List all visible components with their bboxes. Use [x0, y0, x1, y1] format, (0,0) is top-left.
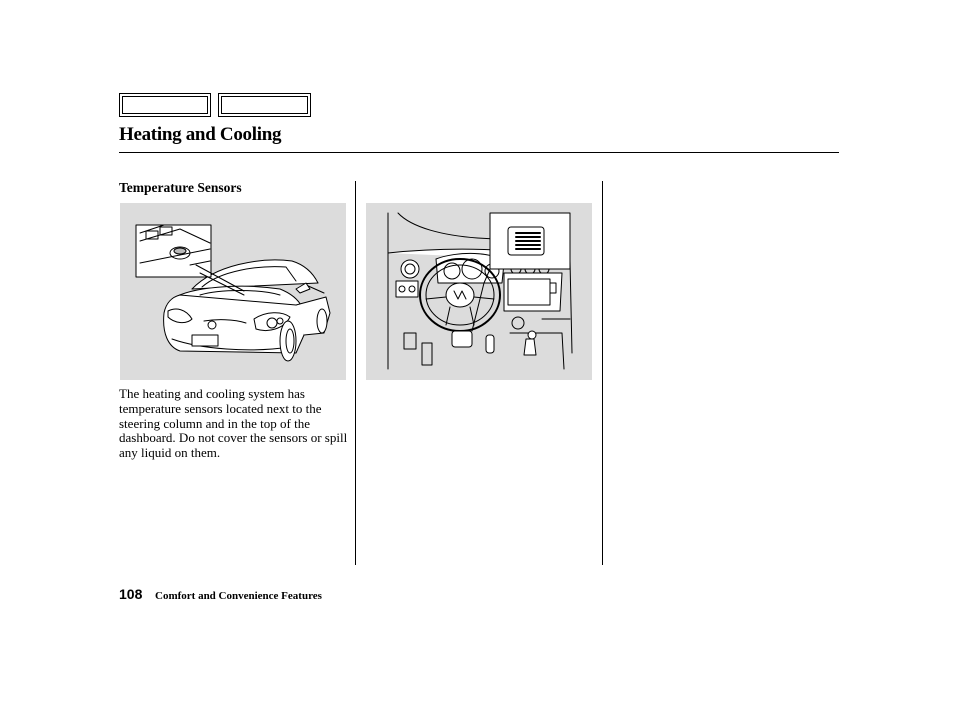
page-title: Heating and Cooling: [119, 124, 282, 145]
column-divider-right: [602, 181, 603, 565]
previous-page-button[interactable]: [119, 93, 211, 117]
dashboard-interior-illustration: [366, 203, 592, 380]
body-paragraph: The heating and cooling system has temperature sensors located next to the steering column and in the top of the dashboard. Do not cover the sensors or spill any liquid on them.: [119, 386, 348, 461]
next-page-button-frame: [221, 96, 308, 114]
column-divider-left: [355, 181, 356, 565]
previous-page-button-frame: [122, 96, 208, 114]
car-exterior-illustration: [120, 203, 346, 380]
next-page-button[interactable]: [218, 93, 311, 117]
page-number: 108: [119, 586, 143, 602]
section-heading: Temperature Sensors: [119, 180, 242, 195]
title-rule: [119, 152, 839, 153]
footer-section-name: Comfort and Convenience Features: [155, 590, 322, 602]
steering-column-sensor-inset-icon: [490, 213, 570, 269]
